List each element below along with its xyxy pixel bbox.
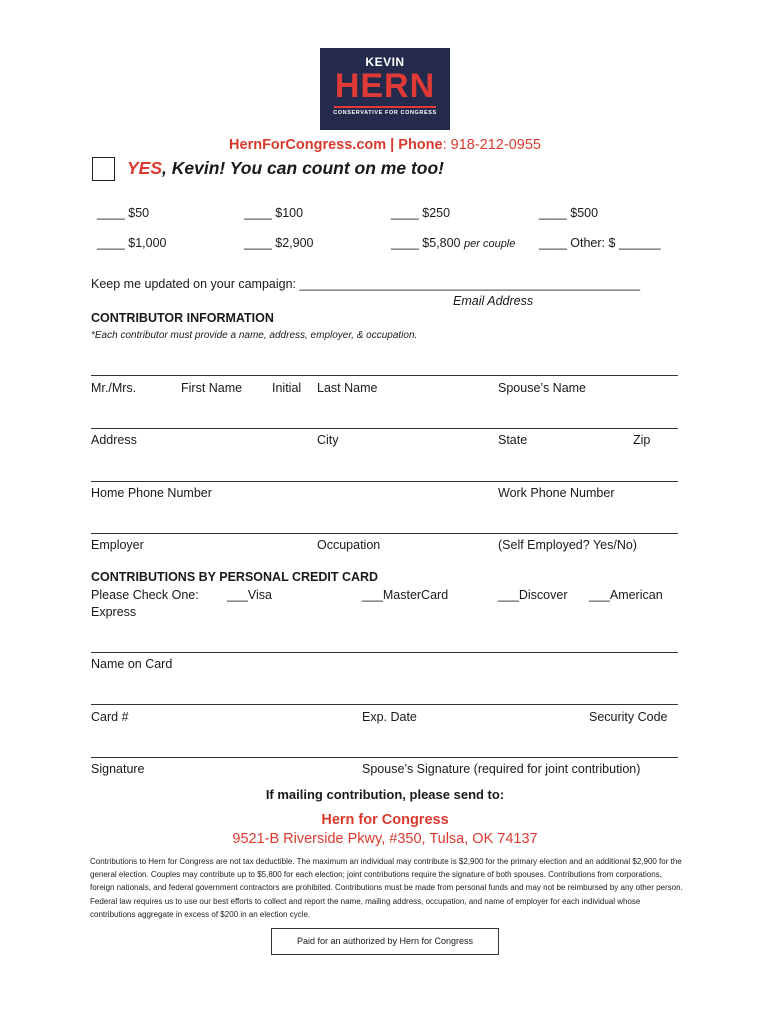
amount-5800[interactable] (391, 236, 515, 250)
amount-2900[interactable]: ____ $2,900 (244, 236, 314, 250)
mr-mrs-label: Mr./Mrs. (91, 381, 137, 395)
pledge-heading (127, 158, 444, 179)
logo-rule (334, 106, 436, 108)
pledge-yes: YES (127, 158, 163, 178)
security-code-label: Security Code (589, 710, 668, 724)
initial-label: Initial (272, 381, 302, 395)
employer-label: Employer (91, 538, 144, 552)
mastercard-option[interactable]: ___MasterCard (362, 588, 449, 602)
city-label: City (317, 433, 339, 447)
amount-100[interactable]: ____ $100 (244, 206, 304, 220)
campaign-logo (320, 48, 450, 130)
occupation-label: Occupation (317, 538, 381, 552)
signature-line[interactable] (91, 757, 678, 758)
phone-number: : 918-212-0955 (442, 137, 541, 153)
pledge-checkbox[interactable] (92, 157, 115, 181)
logo-tagline: CONSERVATIVE FOR CONGRESS (333, 110, 437, 116)
amount-5800-note: per couple (464, 238, 516, 250)
spouse-name-label: Spouse’s Name (498, 381, 587, 395)
card-number-line[interactable] (91, 704, 678, 705)
signature-label: Signature (91, 762, 145, 776)
contact-separator: | (386, 137, 399, 153)
address-label: Address (91, 433, 137, 447)
phone-label: Phone (398, 137, 443, 153)
contributor-note: *Each contributor must provide a name, address, employer, & occupation. (91, 330, 418, 341)
spouse-signature-label: Spouse’s Signature (required for joint contribution) (362, 762, 641, 776)
discover-option[interactable]: ___Discover (498, 588, 568, 602)
legal-disclaimer: Contributions to Hern for Congress are not tax deductible. The maximum an individual may contribute is $2,900 for the primary election and an additional $2,900 for the general election. Couples may contribute up to $5,800 for each election; joint contributions require the signature of both spouses. Contributions from corporations, foreign nationals, and federal government contractors are prohibited. Contributions must be made from personal funds and may not be reimbursed by any other person. Federal law requires us to use our best efforts to collect and report the name, mailing address, occupation, and name of employer for each individual whose contributions aggregate in excess of $200 in an election cycle. (90, 857, 683, 919)
address-line[interactable] (91, 428, 678, 429)
phone-line[interactable] (91, 481, 678, 482)
pledge-rest: , Kevin! You can count on me too! (162, 158, 444, 178)
amount-5800-label: ____ $5,800 (391, 236, 461, 250)
name-line[interactable] (91, 375, 678, 376)
mailing-address: 9521-B Riverside Pkwy, #350, Tulsa, OK 74137 (232, 831, 538, 847)
express-label: Express (91, 605, 137, 619)
amount-50[interactable]: ____ $50 (97, 206, 150, 220)
contact-line (0, 137, 770, 153)
last-name-label: Last Name (317, 381, 378, 395)
email-caption: Email Address (453, 294, 534, 308)
state-label: State (498, 433, 528, 447)
card-number-label: Card # (91, 710, 129, 724)
exp-date-label: Exp. Date (362, 710, 417, 724)
paid-for-notice: Paid for an authorized by Hern for Congress (271, 928, 499, 955)
american-express-option[interactable]: ___American (589, 588, 663, 602)
first-name-label: First Name (181, 381, 243, 395)
work-phone-label: Work Phone Number (498, 486, 615, 500)
employer-line[interactable] (91, 533, 678, 534)
visa-option[interactable]: ___Visa (227, 588, 272, 602)
zip-label: Zip (633, 433, 651, 447)
amount-other[interactable]: ____ Other: $ ______ (539, 236, 661, 250)
name-on-card-line[interactable] (91, 652, 678, 653)
logo-first-name: KEVIN (365, 55, 405, 69)
check-one-label: Please Check One: (91, 588, 199, 602)
amount-250[interactable]: ____ $250 (391, 206, 451, 220)
credit-card-heading: CONTRIBUTIONS BY PERSONAL CREDIT CARD (91, 570, 379, 584)
name-on-card-label: Name on Card (91, 657, 173, 671)
amount-1000[interactable]: ____ $1,000 (97, 236, 167, 250)
contributor-heading: CONTRIBUTOR INFORMATION (91, 311, 274, 325)
mailing-instruction: If mailing contribution, please send to: (265, 787, 505, 802)
home-phone-label: Home Phone Number (91, 486, 212, 500)
website-link[interactable]: HernForCongress.com (229, 137, 387, 153)
updates-email-field[interactable]: Keep me updated on your campaign: _________________________________________________ (91, 277, 641, 291)
logo-last-name: HERN (334, 67, 436, 105)
mailing-name: Hern for Congress (321, 812, 449, 828)
amount-500[interactable]: ____ $500 (539, 206, 599, 220)
self-employed-label: (Self Employed? Yes/No) (498, 538, 637, 552)
